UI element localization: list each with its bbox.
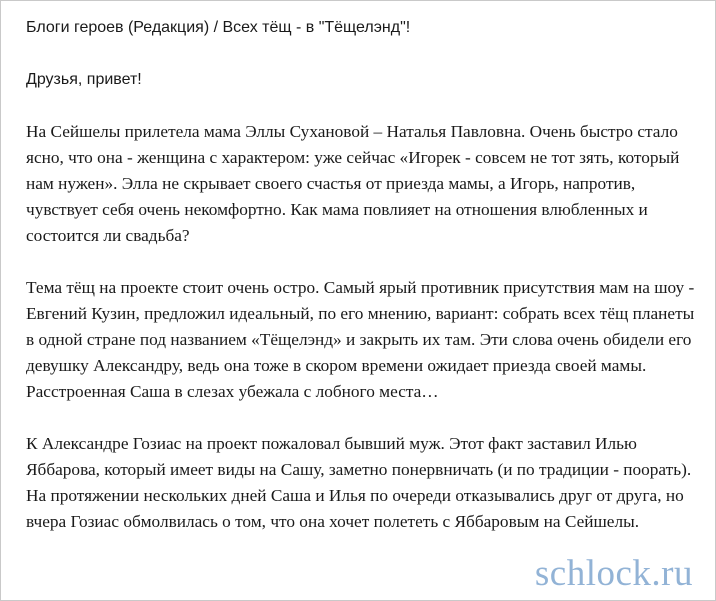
paragraph-1: На Сейшелы прилетела мама Эллы Сухановой – Наталья Павловна. Очень быстро стало ясно, что она - женщина с характером: уже сейчас «Игорек - совсем не тот зять, который нам нужен». Элла не скрывает своего счастья от приезда мамы, а Игорь, напротив, чувствует себя очень некомфортно. Как мама повлияет на отношения влюбленных и состоится ли свадьба?: [26, 122, 680, 245]
article-content: [26, 15, 696, 561]
blog-title: Блоги героев (Редакция) / Всех тёщ - в "Тёщелэнд"!: [26, 19, 411, 36]
paragraph-2: Тема тёщ на проекте стоит очень остро. Самый ярый противник присутствия мам на шоу - Евгений Кузин, предложил идеальный, по его мнению, вариант: собрать всех тёщ планеты в одной стране под названием «Тёщелэнд» и закрыть их там. Эти слова очень обидели его девушку Александру, ведь она тоже в скором времени ожидает приезда своей мамы. Расстроенная Саша в слезах убежала с лобного места…: [26, 278, 695, 401]
greeting: Друзья, привет!: [26, 71, 142, 88]
watermark-logo: schlock.ru: [534, 553, 693, 594]
paragraph-3: К Александре Гозиас на проект пожаловал бывший муж. Этот факт заставил Илью Яббарова, который имеет виды на Сашу, заметно понервничать (и по традиции - поорать). На протяжении нескольких дней Саша и Илья по очереди отказывались друг от друга, но вчера Гозиас обмолвилась о том, что она хочет полететь с Яббаровым на Сейшелы.: [26, 434, 692, 531]
